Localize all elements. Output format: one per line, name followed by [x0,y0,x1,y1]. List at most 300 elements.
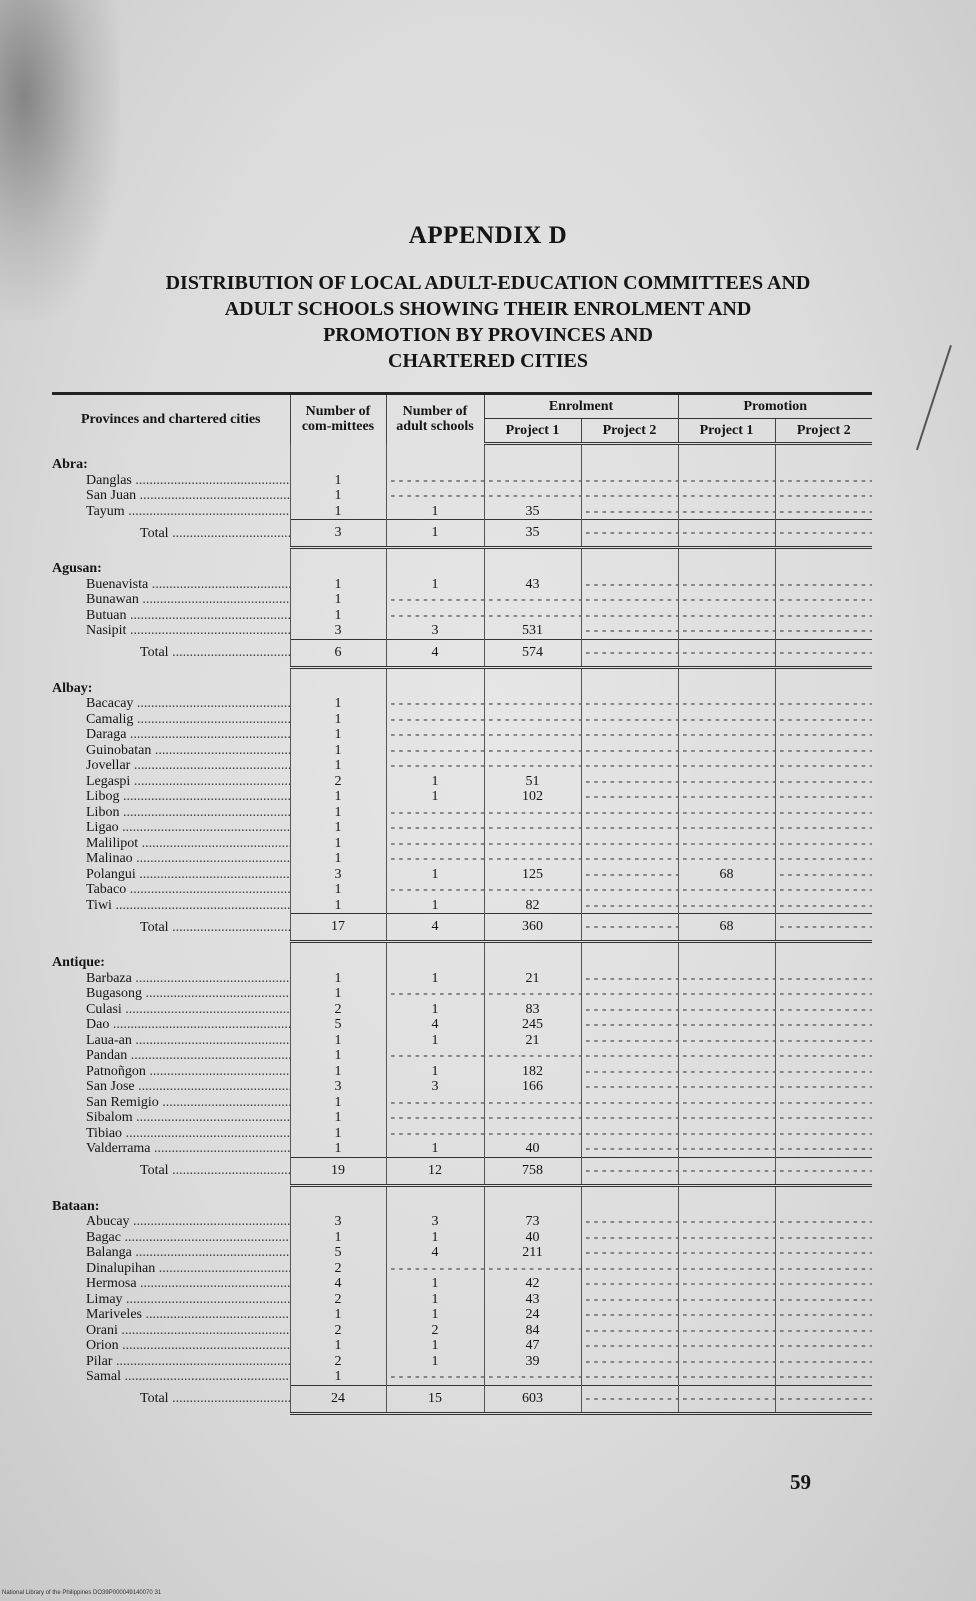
committees-cell: 1 [290,851,386,867]
municipality-name: Tayum ..... [52,504,290,520]
promotion-p1-cell [678,1141,775,1157]
empty-cell [484,681,581,697]
total-row [52,1157,872,1185]
municipality-name: Buenavista ..... [52,577,290,593]
table-row [52,789,872,805]
empty-cell [290,457,386,473]
enrolment-p1-cell: 83 [484,1002,581,1018]
municipality-name: Pilar ..... [52,1354,290,1370]
schools-cell: 3 [386,1214,484,1230]
committees-cell: 1 [290,1338,386,1354]
province-name: Agusan: [52,561,102,576]
empty-cell [386,681,484,697]
committees-cell: 1 [290,758,386,774]
municipality-name: Tibiao ..... [52,1126,290,1142]
enrolment-p2-cell [581,473,678,489]
total-promotion-p2 [775,520,872,548]
promotion-p1-cell [678,1276,775,1292]
promotion-p1-cell [678,1292,775,1308]
enrolment-p2-cell [581,1033,678,1049]
schools-cell [386,1095,484,1111]
table-row [52,805,872,821]
promotion-p1-cell [678,473,775,489]
empty-cell [484,955,581,971]
title-line: ADULT SCHOOLS SHOWING THEIR ENROLMENT AND [224,298,752,320]
enrolment-p1-cell [484,743,581,759]
committees-cell: 1 [290,696,386,712]
municipality-name: Ligao ..... [52,820,290,836]
promotion-p2-cell [775,1245,872,1261]
enrolment-p2-cell [581,577,678,593]
promotion-p2-cell [775,789,872,805]
schools-cell [386,488,484,504]
spacer-cell [484,667,581,681]
committees-cell: 1 [290,712,386,728]
committees-cell: 1 [290,789,386,805]
spacer-cell [581,444,678,458]
schools-cell [386,592,484,608]
empty-cell [386,1199,484,1215]
schools-cell: 1 [386,504,484,520]
empty-cell [484,1199,581,1215]
enrolment-p1-cell: 39 [484,1354,581,1370]
committees-cell: 1 [290,504,386,520]
spacer-cell [386,667,484,681]
promotion-p2-cell [775,1292,872,1308]
promotion-p1-cell [678,1354,775,1370]
promotion-p2-cell [775,820,872,836]
enrolment-p2-cell [581,1002,678,1018]
municipality-name: Daraga ..... [52,727,290,743]
committees-cell: 1 [290,1307,386,1323]
table-body [52,444,872,1414]
schools-cell: 1 [386,1354,484,1370]
schools-cell: 1 [386,774,484,790]
committees-cell: 1 [290,577,386,593]
schools-cell: 4 [386,1245,484,1261]
promotion-p1-cell [678,1369,775,1385]
total-committees: 6 [290,639,386,667]
promotion-p2-cell [775,1141,872,1157]
schools-cell [386,986,484,1002]
promotion-p2-cell [775,727,872,743]
municipality-name: Orion ..... [52,1338,290,1354]
municipality-name: Nasipit ..... [52,623,290,639]
promotion-p1-cell [678,1002,775,1018]
promotion-p2-cell [775,758,872,774]
promotion-p2-cell [775,1323,872,1339]
total-label: Total ..... [52,520,290,548]
total-row [52,520,872,548]
spacer-cell [52,1185,290,1199]
enrolment-p1-cell: 182 [484,1064,581,1080]
committees-cell: 1 [290,971,386,987]
municipality-name: Bagac ..... [52,1230,290,1246]
municipality-name: Pandan ..... [52,1048,290,1064]
municipality-name: Balanga ..... [52,1245,290,1261]
enrolment-p2-cell [581,623,678,639]
table-row [52,774,872,790]
promotion-p1-cell [678,1261,775,1277]
schools-cell [386,882,484,898]
schools-cell [386,1369,484,1385]
enrolment-p1-cell [484,473,581,489]
promotion-p1-cell [678,577,775,593]
municipality-name: Bacacay ..... [52,696,290,712]
schools-cell [386,712,484,728]
enrolment-p2-cell [581,986,678,1002]
enrolment-p1-cell [484,986,581,1002]
committees-cell: 5 [290,1017,386,1033]
schools-cell: 1 [386,1033,484,1049]
empty-cell [581,955,678,971]
total-schools: 4 [386,639,484,667]
table-row [52,1095,872,1111]
municipality-name: Samal ..... [52,1369,290,1385]
spacer-cell [678,667,775,681]
schools-cell: 1 [386,1064,484,1080]
table-row [52,836,872,852]
header-schools: Number of adult schools [386,394,484,444]
table-row [52,971,872,987]
municipality-name: Malinao ..... [52,851,290,867]
total-promotion-p1 [678,639,775,667]
empty-cell [678,955,775,971]
appendix-heading: APPENDIX D [408,222,568,249]
table-title [60,270,916,374]
municipality-name: San Remigio ..... [52,1095,290,1111]
committees-cell: 3 [290,623,386,639]
municipality-name: Barbaza ..... [52,971,290,987]
distribution-table [52,392,872,1415]
total-promotion-p2 [775,639,872,667]
promotion-p2-cell [775,971,872,987]
spacer-cell [484,942,581,956]
committees-cell: 1 [290,1064,386,1080]
promotion-p1-cell [678,774,775,790]
table-row [52,577,872,593]
promotion-p1-cell [678,623,775,639]
enrolment-p1-cell [484,836,581,852]
promotion-p1-cell [678,696,775,712]
enrolment-p1-cell [484,1048,581,1064]
municipality-name: Malilipot ..... [52,836,290,852]
promotion-p2-cell [775,1017,872,1033]
title-line: DISTRIBUTION OF LOCAL ADULT-EDUCATION COMMITTEES AND [165,272,811,294]
promotion-p2-cell [775,1095,872,1111]
spacer-cell [290,444,386,458]
table-row [52,488,872,504]
province-row [52,681,872,697]
empty-cell [484,561,581,577]
empty-cell [290,1199,386,1215]
schools-cell [386,851,484,867]
promotion-p2-cell [775,488,872,504]
promotion-p2-cell [775,743,872,759]
committees-cell: 4 [290,1276,386,1292]
spacer-cell [52,942,290,956]
table-row [52,1110,872,1126]
spacer-cell [386,444,484,458]
province-name: Albay: [52,680,93,696]
committees-cell: 1 [290,1110,386,1126]
table-row [52,867,872,883]
enrolment-p1-cell [484,696,581,712]
enrolment-p1-cell [484,820,581,836]
committees-cell: 1 [290,488,386,504]
committees-cell: 1 [290,1095,386,1111]
enrolment-p2-cell [581,1323,678,1339]
schools-cell: 3 [386,1079,484,1095]
enrolment-p1-cell [484,727,581,743]
total-row [52,914,872,942]
enrolment-p1-cell [484,488,581,504]
spacer-cell [290,1185,386,1199]
province-row [52,1199,872,1215]
spacer-row [52,667,872,681]
promotion-p1-cell [678,898,775,914]
municipality-name: Limay ..... [52,1292,290,1308]
municipality-name: Libon ..... [52,805,290,821]
total-enrolment-p2 [581,1385,678,1413]
empty-cell [581,561,678,577]
spacer-cell [386,1185,484,1199]
schools-cell: 1 [386,577,484,593]
promotion-p2-cell [775,504,872,520]
municipality-name: Orani ..... [52,1323,290,1339]
municipality-name: Camalig ..... [52,712,290,728]
promotion-p1-cell [678,1307,775,1323]
committees-cell: 3 [290,1214,386,1230]
enrolment-p2-cell [581,1214,678,1230]
enrolment-p1-cell [484,1261,581,1277]
committees-cell: 1 [290,882,386,898]
promotion-p2-cell [775,696,872,712]
promotion-p2-cell [775,1338,872,1354]
promotion-p2-cell [775,805,872,821]
municipality-name: Tiwi ..... [52,898,290,914]
committees-cell: 1 [290,608,386,624]
spacer-cell [52,667,290,681]
promotion-p1-cell [678,882,775,898]
schools-cell: 1 [386,1230,484,1246]
promotion-p1-cell [678,1110,775,1126]
spacer-cell [775,548,872,562]
table-row [52,623,872,639]
promotion-p1-cell: 68 [678,867,775,883]
total-label: Total ..... [52,1157,290,1185]
total-enrolment-p1: 758 [484,1157,581,1185]
promotion-p1-cell [678,1338,775,1354]
spacer-cell [386,942,484,956]
municipality-name: Laua-an ..... [52,1033,290,1049]
promotion-p2-cell [775,1369,872,1385]
enrolment-p2-cell [581,608,678,624]
enrolment-p1-cell [484,851,581,867]
table-row [52,1064,872,1080]
total-committees: 19 [290,1157,386,1185]
schools-cell [386,836,484,852]
empty-cell [775,457,872,473]
enrolment-p2-cell [581,727,678,743]
promotion-p2-cell [775,473,872,489]
total-promotion-p2 [775,914,872,942]
table-row [52,1307,872,1323]
total-row [52,1385,872,1413]
committees-cell: 2 [290,1354,386,1370]
total-promotion-p1 [678,1385,775,1413]
enrolment-p2-cell [581,851,678,867]
empty-cell [290,681,386,697]
schools-cell [386,743,484,759]
total-promotion-p1: 68 [678,914,775,942]
enrolment-p1-cell [484,805,581,821]
committees-cell: 1 [290,1126,386,1142]
enrolment-p2-cell [581,1261,678,1277]
committees-cell: 2 [290,1292,386,1308]
table-row [52,1369,872,1385]
table-row [52,1292,872,1308]
municipality-name: Guinobatan ..... [52,743,290,759]
promotion-p1-cell [678,851,775,867]
header-enrolment-project1: Project 1 [484,419,581,444]
enrolment-p2-cell [581,774,678,790]
schools-cell [386,805,484,821]
schools-cell [386,473,484,489]
spacer-cell [52,548,290,562]
committees-cell: 1 [290,836,386,852]
title-line: CHARTERED CITIES [388,350,588,372]
enrolment-p2-cell [581,1064,678,1080]
table-row [52,1002,872,1018]
enrolment-p2-cell [581,712,678,728]
promotion-p2-cell [775,592,872,608]
promotion-p1-cell [678,789,775,805]
municipality-name: Legaspi ..... [52,774,290,790]
table-row [52,727,872,743]
promotion-p1-cell [678,488,775,504]
promotion-p2-cell [775,1079,872,1095]
empty-cell [290,955,386,971]
promotion-p2-cell [775,1064,872,1080]
promotion-p2-cell [775,1261,872,1277]
spacer-cell [678,548,775,562]
spacer-cell [775,1185,872,1199]
table-row [52,758,872,774]
promotion-p2-cell [775,898,872,914]
table-row [52,1276,872,1292]
spacer-row [52,444,872,458]
promotion-p2-cell [775,1033,872,1049]
table-row [52,1338,872,1354]
committees-cell: 2 [290,1002,386,1018]
table-row [52,592,872,608]
municipality-name: San Jose ..... [52,1079,290,1095]
spacer-cell [775,444,872,458]
municipality-name: Mariveles ..... [52,1307,290,1323]
schools-cell: 1 [386,1292,484,1308]
schools-cell [386,1261,484,1277]
table-row [52,1079,872,1095]
enrolment-p2-cell [581,1338,678,1354]
enrolment-p1-cell: 211 [484,1245,581,1261]
table-row [52,820,872,836]
header-committees: Number of com-mittees [290,394,386,444]
header-enrolment: Enrolment [484,394,678,419]
province-name: Abra: [52,457,88,472]
committees-cell: 3 [290,867,386,883]
empty-cell [775,681,872,697]
enrolment-p2-cell [581,696,678,712]
committees-cell: 1 [290,727,386,743]
total-row [52,639,872,667]
enrolment-p2-cell [581,1110,678,1126]
enrolment-p2-cell [581,1048,678,1064]
enrolment-p1-cell: 24 [484,1307,581,1323]
enrolment-p1-cell [484,1095,581,1111]
enrolment-p2-cell [581,836,678,852]
spacer-cell [678,942,775,956]
archive-footer: National Library of the Philippines DO39P000049140070 31 [2,1590,162,1596]
promotion-p2-cell [775,1276,872,1292]
promotion-p2-cell [775,608,872,624]
enrolment-p2-cell [581,1307,678,1323]
promotion-p1-cell [678,758,775,774]
spacer-cell [581,667,678,681]
municipality-name: Bunawan ..... [52,592,290,608]
spacer-cell [386,548,484,562]
total-enrolment-p1: 574 [484,639,581,667]
spacer-row [52,942,872,956]
enrolment-p2-cell [581,1079,678,1095]
spacer-cell [581,548,678,562]
enrolment-p2-cell [581,488,678,504]
promotion-p2-cell [775,1048,872,1064]
promotion-p2-cell [775,867,872,883]
municipality-name: San Juan ..... [52,488,290,504]
municipality-name: Abucay ..... [52,1214,290,1230]
empty-cell [678,561,775,577]
spacer-cell [484,548,581,562]
promotion-p1-cell [678,504,775,520]
table-row [52,1017,872,1033]
enrolment-p1-cell [484,1110,581,1126]
enrolment-p2-cell [581,758,678,774]
committees-cell: 1 [290,743,386,759]
enrolment-p2-cell [581,1095,678,1111]
empty-cell [386,561,484,577]
promotion-p2-cell [775,986,872,1002]
spacer-cell [484,1185,581,1199]
spacer-cell [581,942,678,956]
empty-cell [581,1199,678,1215]
table-row [52,1141,872,1157]
committees-cell: 1 [290,898,386,914]
enrolment-p2-cell [581,1126,678,1142]
table-row [52,1323,872,1339]
enrolment-p2-cell [581,1141,678,1157]
enrolment-p1-cell [484,608,581,624]
table-row [52,1230,872,1246]
spacer-cell [484,444,581,458]
empty-cell [581,681,678,697]
province-row [52,457,872,473]
table-row [52,1214,872,1230]
table-row [52,986,872,1002]
schools-cell [386,1110,484,1126]
promotion-p2-cell [775,836,872,852]
municipality-name: Libog ..... [52,789,290,805]
